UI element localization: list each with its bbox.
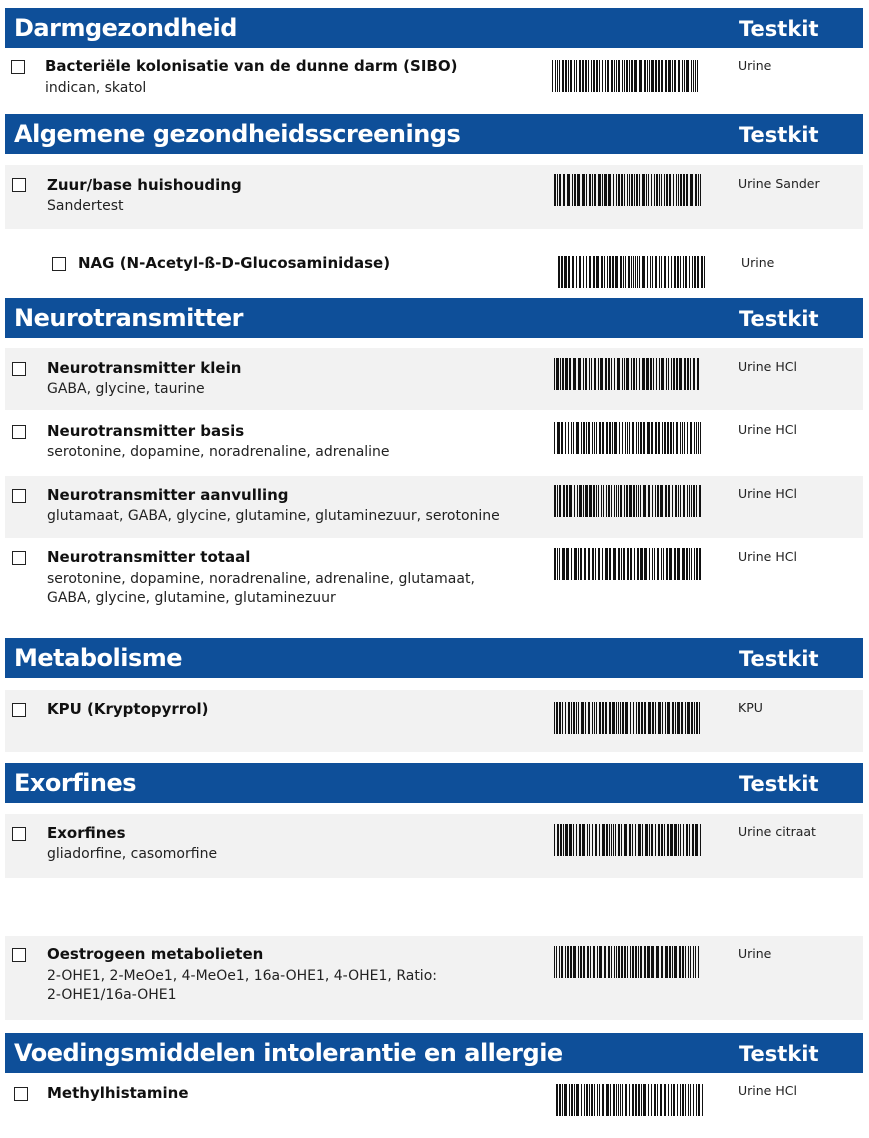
test-name: KPU (Kryptopyrrol) [47,700,209,718]
testkit-type: Urine HCl [738,1083,797,1098]
section-header-neurotransmitter [5,298,863,338]
checkbox[interactable] [12,551,26,565]
test-name: Neurotransmitter totaal [47,548,251,566]
test-name: Exorfines [47,824,126,842]
test-description: GABA, glycine, glutamine, glutaminezuur [47,590,336,606]
test-description: 2-OHE1/16a-OHE1 [47,987,177,1003]
row-background [5,165,863,229]
section-title: Darmgezondheid [14,14,237,42]
row-background [5,348,863,410]
test-name: NAG (N-Acetyl-ß-D-Glucosaminidase) [78,254,391,272]
section-title: Metabolisme [14,644,183,672]
section-title: Voedingsmiddelen intolerantie en allergie [14,1039,563,1067]
barcode [555,1084,705,1116]
testkit-type: Urine HCl [738,549,797,564]
checkbox[interactable] [52,257,66,271]
testkit-type: Urine HCl [738,422,797,437]
barcode [553,702,703,734]
test-description: GABA, glycine, taurine [47,381,205,397]
checkbox[interactable] [12,178,26,192]
test-name: Bacteriële kolonisatie van de dunne darm (SIBO) [45,57,458,75]
test-name: Neurotransmitter klein [47,359,242,377]
checkbox[interactable] [12,425,26,439]
test-name: Zuur/base huishouding [47,176,242,194]
section-header-voedingsmiddelen [5,1033,863,1073]
testkit-column-label: Testkit [739,17,819,41]
test-description: serotonine, dopamine, noradrenaline, adrenaline, glutamaat, [47,571,475,587]
barcode [557,256,707,288]
testkit-column-label: Testkit [739,307,819,331]
test-description: indican, skatol [45,80,147,96]
test-description: serotonine, dopamine, noradrenaline, adrenaline [47,444,390,460]
barcode [553,824,703,856]
test-description: glutamaat, GABA, glycine, glutamine, glutaminezuur, serotonine [47,508,500,524]
test-name: Neurotransmitter basis [47,422,245,440]
checkbox[interactable] [12,362,26,376]
test-description: Sandertest [47,198,124,214]
test-description: gliadorfine, casomorfine [47,846,218,862]
barcode [551,60,701,92]
testkit-type: Urine citraat [738,824,816,839]
checkbox[interactable] [12,489,26,503]
test-description: 2-OHE1, 2-MeOe1, 4-MeOe1, 16a-OHE1, 4-OHE1, Ratio: [47,968,437,984]
section-title: Neurotransmitter [14,304,243,332]
section-title: Exorfines [14,769,137,797]
barcode [553,548,703,580]
barcode [553,174,703,206]
testkit-type: KPU [738,700,763,715]
testkit-type: Urine HCl [738,359,797,374]
testkit-type: Urine [738,58,772,73]
section-header-darmgezondheid [5,8,863,48]
section-title: Algemene gezondheidsscreenings [14,120,461,148]
checkbox[interactable] [11,60,25,74]
section-header-metabolisme [5,638,863,678]
barcode [553,946,703,978]
test-name: Neurotransmitter aanvulling [47,486,289,504]
barcode [553,422,703,454]
testkit-type: Urine HCl [738,486,797,501]
checkbox[interactable] [12,827,26,841]
section-header-algemene [5,114,863,154]
checkbox[interactable] [12,703,26,717]
checkbox[interactable] [12,948,26,962]
testkit-column-label: Testkit [739,647,819,671]
barcode [553,358,703,390]
test-name: Methylhistamine [47,1084,189,1102]
testkit-type: Urine [741,255,775,270]
checkbox[interactable] [14,1087,28,1101]
testkit-type: Urine [738,946,772,961]
test-name: Oestrogeen metabolieten [47,945,264,963]
testkit-column-label: Testkit [739,123,819,147]
testkit-type: Urine Sander [738,176,820,191]
barcode [553,485,703,517]
testkit-column-label: Testkit [739,1042,819,1066]
testkit-column-label: Testkit [739,772,819,796]
section-header-exorfines [5,763,863,803]
